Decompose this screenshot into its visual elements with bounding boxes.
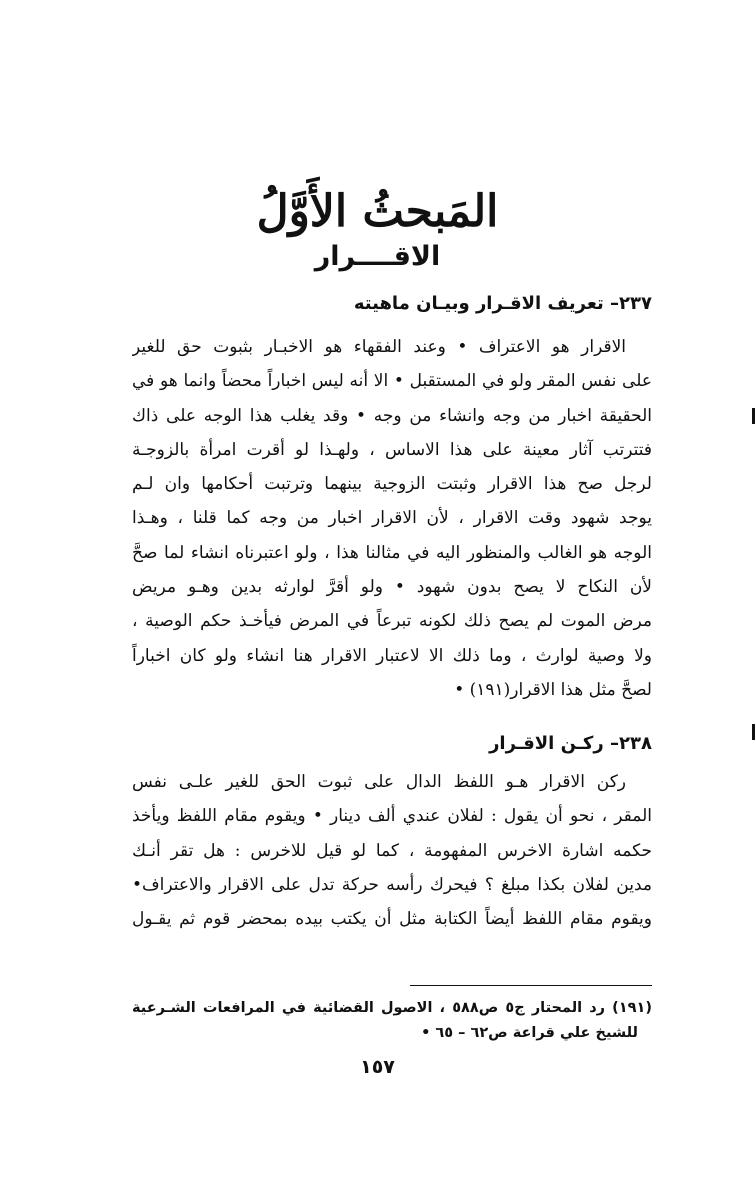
footnote-divider xyxy=(410,985,652,986)
section-heading: ٢٣٨– ركـن الاقـرار xyxy=(489,733,652,754)
body-line: لصحَّ مثل هذا الاقرار(١٩١) • xyxy=(454,679,652,700)
section-body xyxy=(132,330,652,707)
footnote xyxy=(132,996,652,1046)
body-line: الوجه هو الغالب والمنظور اليه في مثالنا هذا ، ولو اعتبرناه انشاء لما صحَّ xyxy=(132,542,652,563)
body-line: ركن الاقرار هـو اللفظ الدال على ثبوت الحق للغير علـى نفس xyxy=(132,772,626,792)
body-line: الاقرار هو الاعتراف • وعند الفقهاء هو الاخبـار بثبوت حق للغير xyxy=(132,337,626,357)
body-line: المقر ، نحو أن يقول : لفلان عندي ألف دينار • ويقوم مقام اللفظ ويأخذ xyxy=(132,806,652,827)
body-line: الحقيقة اخبار من وجه وانشاء من وجه • وقد يغلب هذا الوجه على ذاك xyxy=(132,405,652,426)
body-line: مرض الموت لم يصح ذلك لكونه تبرعاً في المرض فيأخـذ حكم الوصية ، xyxy=(132,611,652,632)
section-body xyxy=(132,765,652,936)
body-line: مدين لفلان بكذا مبلغ ؟ فيحرك رأسه حركة تدل على الاقرار والاعتراف• xyxy=(132,874,652,895)
body-line: يوجد شهود وقت الاقرار ، لأن الاقرار اخبار من وجه كما قلنا ، وهـذا xyxy=(132,508,652,529)
body-line: لأن النكاح لا يصح بدون شهود • ولو أقرَّ لوارثه بدين وهـو مريض xyxy=(132,577,652,598)
body-line: على نفس المقر ولو في المستقبل • الا أنه ليس اخباراً محضاً وانما هو في xyxy=(132,371,652,392)
chapter-subtitle: الاقــــرار xyxy=(314,241,441,272)
chapter-title: المَبحثُ الأَوَّلُ xyxy=(256,186,499,237)
section-heading: ٢٣٧– تعريف الاقـرار وبيـان ماهيته xyxy=(353,293,652,314)
body-line: ويقوم مقام اللفظ أيضاً الكتابة مثل أن يكتب بيده بمحضر قوم ثم يقـول xyxy=(132,909,652,930)
footnote-line: (١٩١) رد المحتار ج٥ ص٥٨٨ ، الاصول القضائية في المرافعات الشـرعية xyxy=(132,1000,652,1016)
body-line: ولا وصية لوارث ، وما ذلك الا لاعتبار الاقرار هنا انشاء ولو كان اخباراً xyxy=(132,645,652,666)
footnote-line: للشيخ علي قراعة ص٦٢ – ٦٥ • xyxy=(421,1025,638,1041)
body-line: فتترتب آثار معينة على هذا الاساس ، ولهـذا لو أقرت امرأة بالزوجـة xyxy=(132,439,652,460)
body-line: حكمه اشارة الاخرس المفهومة ، كما لو قيل للاخرس : هل تقر أنـك xyxy=(132,840,652,861)
body-line: لرجل صح هذا الاقرار وثبتت الزوجية بينهما وترتبت أحكامها وان لـم xyxy=(132,474,652,495)
page-number: ١٥٧ xyxy=(360,1056,395,1078)
